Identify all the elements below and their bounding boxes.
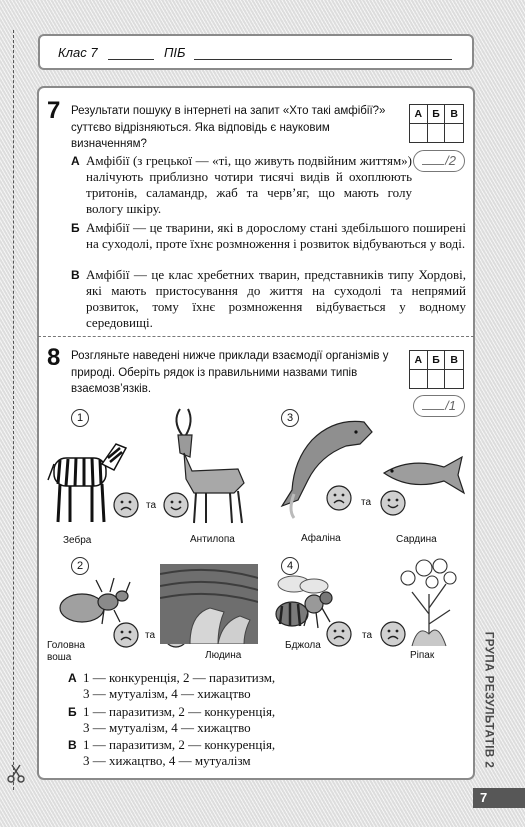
- happy-face-icon: [326, 485, 352, 511]
- answer-cell-a[interactable]: [410, 124, 428, 142]
- sardine-image: [380, 453, 466, 497]
- option-letter: В: [68, 738, 77, 752]
- option-text: Амфібії — це тварини, які в дорослому стані здебільшого поширені на суходолі, проте їхнє розмноження і розвиток відбуваються у воді.: [86, 220, 466, 251]
- question-7-score: /2: [413, 150, 465, 172]
- option-text: Амфібії (з грецької — «ті, що живуть подвійним життям») налічують приблизно чотири тисячі видів й охоплюють тритонів, саламандр, жаб та черв’яг, що мають голу вологу шкіру.: [86, 153, 412, 216]
- option-letter: Б: [71, 221, 80, 235]
- happy-face-icon: [326, 621, 352, 647]
- question-7-answer-grid: [409, 104, 464, 143]
- option-letter: Б: [68, 705, 77, 719]
- question-divider: [38, 336, 474, 337]
- question-8-max-score: 1: [448, 398, 456, 413]
- organism-label: Зебра: [63, 535, 92, 546]
- organism-label: Антилопа: [190, 534, 235, 545]
- class-label: Клас 7: [58, 45, 98, 60]
- side-title-text: ГРУПА РЕЗУЛЬТАТІВ 2: [482, 631, 495, 769]
- option-letter: А: [71, 154, 80, 168]
- example-3-number: 3: [281, 409, 299, 427]
- example-1-number: 1: [71, 409, 89, 427]
- example-2-number: 2: [71, 557, 89, 575]
- answer-col-a: А: [410, 351, 428, 370]
- question-8-answer-grid: [409, 350, 464, 389]
- answer-col-v: В: [445, 351, 463, 370]
- cut-line: [13, 30, 14, 790]
- organism-label: Бджола: [285, 640, 321, 651]
- class-field[interactable]: [108, 59, 154, 60]
- answer-cell-v[interactable]: [445, 124, 463, 142]
- option-text: 1 — паразитизм, 2 — конкуренція, 3 — хижацтво, 4 — мутуалізм: [83, 737, 276, 768]
- option-letter: В: [71, 268, 80, 282]
- name-field[interactable]: [194, 59, 452, 60]
- question-8-number: 8: [47, 344, 61, 371]
- option-letter: А: [68, 671, 77, 685]
- answer-col-b: Б: [428, 105, 446, 124]
- section-side-title: [473, 620, 503, 780]
- question-7-prompt: Результати пошуку в інтернеті на запит «Хто такі амфібії?» суттєво відрізняються. Яка відповідь є науковим визначенням?: [71, 105, 386, 150]
- example-4-number: 4: [281, 557, 299, 575]
- organism-label: Афаліна: [301, 533, 341, 544]
- answer-cell-a[interactable]: [410, 370, 428, 388]
- happy-face-icon: [113, 492, 139, 518]
- organism-label: Ріпак: [410, 650, 435, 661]
- organism-label: Сардина: [396, 534, 437, 545]
- antelope-image: [158, 405, 254, 525]
- name-label: ПІБ: [164, 45, 186, 60]
- option-text: 1 — конкуренція, 2 — паразитизм, 3 — мутуалізм, 4 — хижацтво: [83, 670, 276, 701]
- option-text: Амфібії — це клас хребетних тварин, представників типу Хордові, які мають пристосування до життя на суходолі та непрямий розвиток, тому їхнє розмноження відбувається у водному середовищі.: [86, 267, 466, 330]
- question-7-max-score: 2: [448, 153, 456, 168]
- human-scalp-photo: [160, 564, 258, 644]
- page-number: 7: [473, 788, 525, 808]
- scissors-icon: [4, 762, 28, 786]
- question-7-number: 7: [47, 97, 61, 124]
- answer-col-b: Б: [428, 351, 446, 370]
- question-8-prompt: Розгляньте наведені нижче приклади взаємодії організмів у природі. Оберіть рядок із правильними назвами типів взаємозв’язків.: [71, 350, 389, 395]
- organism-label: Людина: [205, 650, 242, 661]
- connector-text: та: [146, 500, 157, 511]
- question-8-score: /1: [413, 395, 465, 417]
- answer-cell-v[interactable]: [445, 370, 463, 388]
- rapeseed-image: [394, 554, 464, 648]
- option-text: 1 — паразитизм, 2 — конкуренція, 3 — мутуалізм, 4 — хижацтво: [83, 704, 276, 735]
- answer-col-a: А: [410, 105, 428, 124]
- connector-text: та: [145, 630, 156, 641]
- connector-text: та: [361, 497, 372, 508]
- student-info-box: [38, 34, 474, 70]
- answer-cell-b[interactable]: [428, 124, 446, 142]
- organism-label: Головна воша: [47, 640, 85, 663]
- happy-face-icon: [113, 622, 139, 648]
- connector-text: та: [362, 630, 373, 641]
- answer-cell-b[interactable]: [428, 370, 446, 388]
- answer-col-v: В: [445, 105, 463, 124]
